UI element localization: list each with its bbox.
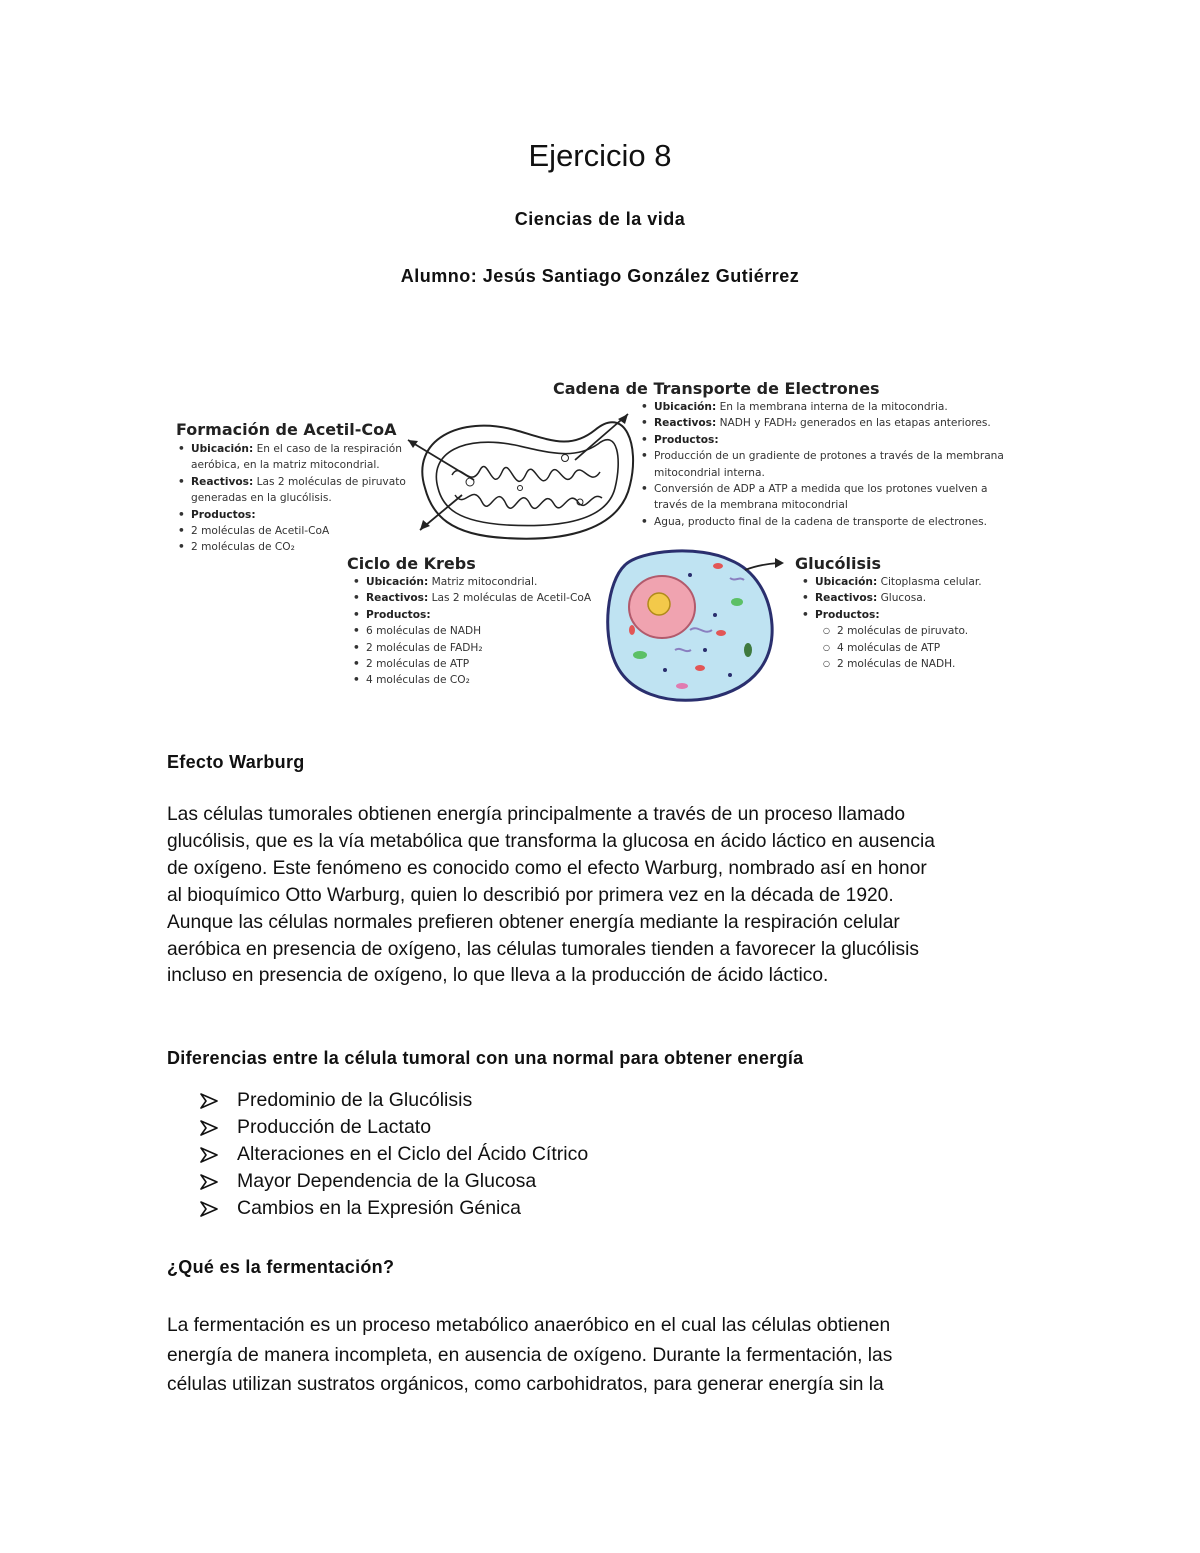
acetil-item: aeróbica, en la matriz mitocondrial. [191, 459, 380, 472]
page-title: Ejercicio 8 [528, 138, 672, 173]
krebs-item: • 6 moléculas de NADH [351, 623, 591, 639]
acetil-item: • Productos: [176, 507, 406, 523]
paragraph-line: Las células tumorales obtienen energía principalmente a través de un proceso llamado [167, 804, 906, 825]
acetil-item: • 2 moléculas de Acetil-CoA [176, 523, 406, 539]
krebs-item: • 2 moléculas de FADH₂ [351, 640, 591, 656]
arrowhead-bullet-icon [200, 1093, 218, 1109]
glucolisis-item: ○ 4 moléculas de ATP [800, 640, 982, 656]
acetil-item: • 2 moléculas de CO₂ [176, 539, 406, 555]
paragraph-line: incluso en presencia de oxígeno, lo que lleva a la producción de ácido láctico. [167, 965, 829, 987]
cadena-item: • Productos: [639, 432, 1004, 448]
cadena-title: Cadena de Transporte de Electrones [553, 379, 880, 398]
student-name: Alumno: Jesús Santiago González Gutiérrez [400, 266, 800, 286]
list-item: Producción de Lactato [200, 1114, 588, 1141]
arrowhead-bullet-icon [200, 1120, 218, 1136]
paragraph-line: La fermentación es un proceso metabólico anaeróbico en el cual las células obtienen [167, 1315, 891, 1336]
arrowhead-bullet-icon [200, 1201, 218, 1217]
fermentacion-heading: ¿Qué es la fermentación? [167, 1257, 395, 1277]
cadena-item: través de la membrana mitocondrial [654, 499, 848, 512]
cadena-item: mitocondrial interna. [654, 466, 765, 479]
glucolisis-item: ○ 2 moléculas de piruvato. [800, 623, 982, 639]
cadena-item: • Producción de un gradiente de protones a través de la membrana [639, 448, 1004, 464]
arrowhead-bullet-icon [200, 1174, 218, 1190]
krebs-list [351, 574, 591, 689]
list-item: Cambios en la Expresión Génica [200, 1195, 588, 1222]
krebs-title: Ciclo de Krebs [347, 554, 476, 573]
acetil-item: • Ubicación: En el caso de la respiración [176, 441, 406, 457]
mitochondrion-illustration [408, 414, 633, 539]
glucolisis-item: ○ 2 moléculas de NADH. [800, 656, 982, 672]
paragraph-line: Aunque las células normales prefieren obtener energía mediante la respiración celular [167, 911, 900, 933]
cadena-item: • Agua, producto final de la cadena de transporte de electrones. [639, 514, 1004, 530]
warburg-paragraph [167, 802, 1047, 990]
diferencias-list [200, 1087, 588, 1222]
glucolisis-list [800, 574, 982, 672]
diferencias-heading: Diferencias entre la célula tumoral con una normal para obtener energía [167, 1048, 804, 1068]
acetil-list [176, 441, 406, 556]
cell-illustration [608, 551, 784, 700]
cadena-list [639, 399, 1004, 530]
arrowhead-bullet-icon [200, 1147, 218, 1163]
glucolisis-title: Glucólisis [795, 554, 881, 573]
glucolisis-item: • Ubicación: Citoplasma celular. [800, 574, 982, 590]
acetil-title: Formación de Acetil-CoA [176, 420, 397, 439]
cadena-item: • Ubicación: En la membrana interna de la mitocondria. [639, 399, 1004, 415]
paragraph-line: de oxígeno. Este fenómeno es conocido como el efecto Warburg, nombrado así en honor [167, 857, 927, 879]
list-item: Alteraciones en el Ciclo del Ácido Cítrico [200, 1141, 588, 1168]
list-item: Predominio de la Glucólisis [200, 1087, 588, 1114]
cadena-item: • Conversión de ADP a ATP a medida que los protones vuelven a [639, 481, 1004, 497]
course-subtitle: Ciencias de la vida [514, 209, 686, 229]
glucolisis-item: • Reactivos: Glucosa. [800, 590, 982, 606]
warburg-heading: Efecto Warburg [167, 752, 305, 772]
acetil-item: generadas en la glucólisis. [191, 492, 332, 505]
fermentacion-paragraph [167, 1311, 1047, 1400]
acetil-item: • Reactivos: Las 2 moléculas de piruvato [176, 474, 406, 490]
respiration-figure [170, 370, 1050, 715]
paragraph-line: energía de manera incompleta, en ausencia de oxígeno. Durante la fermentación, las [167, 1344, 893, 1366]
krebs-item: • 2 moléculas de ATP [351, 656, 591, 672]
paragraph-line: células utilizan sustratos orgánicos, como carbohidratos, para generar energía sin la [167, 1374, 884, 1395]
cadena-item: • Reactivos: NADH y FADH₂ generados en las etapas anteriores. [639, 415, 1004, 431]
krebs-item: • Ubicación: Matriz mitocondrial. [351, 574, 591, 590]
krebs-item: • 4 moléculas de CO₂ [351, 672, 591, 688]
list-item: Mayor Dependencia de la Glucosa [200, 1168, 588, 1195]
paragraph-line: al bioquímico Otto Warburg, quien lo describió por primera vez en la década de 1920. [167, 884, 894, 906]
krebs-item: • Reactivos: Las 2 moléculas de Acetil-CoA [351, 590, 591, 606]
krebs-item: • Productos: [351, 607, 591, 623]
glucolisis-item: • Productos: [800, 607, 982, 623]
paragraph-line: aeróbica en presencia de oxígeno, las células tumorales tienden a favorecer la glucólisis [167, 938, 919, 960]
paragraph-line: glucólisis, que es la vía metabólica que transforma la glucosa en ácido láctico en ausencia [167, 830, 935, 852]
